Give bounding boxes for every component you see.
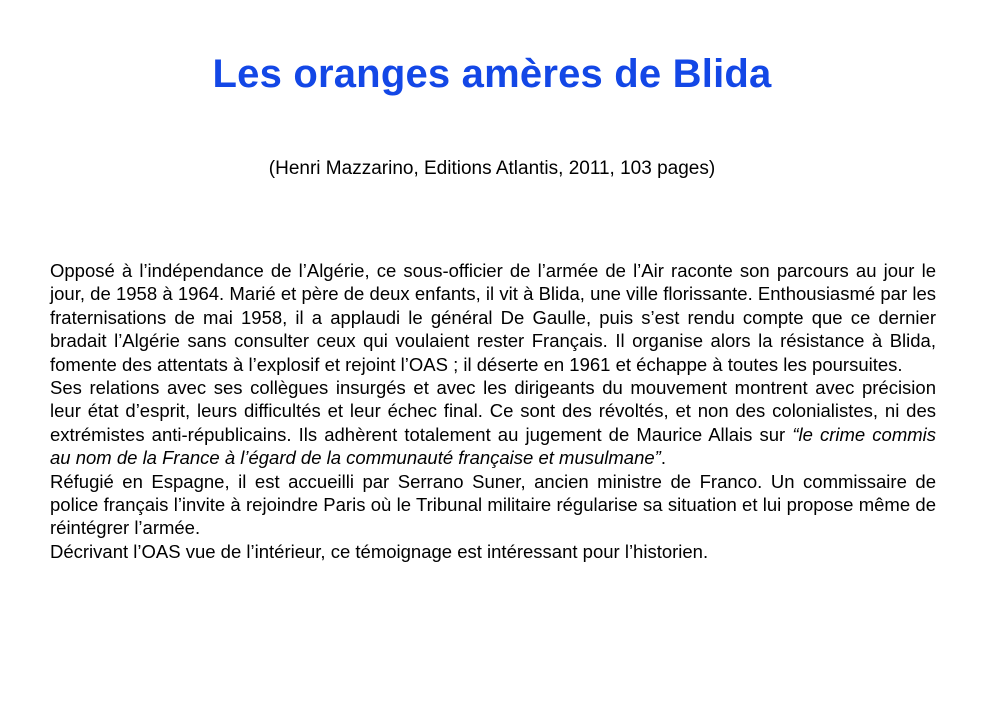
paragraph-2 xyxy=(50,376,936,470)
allais-quote: “le crime commis au nom de la France à l’égard de la communauté française et musulmane” xyxy=(50,423,936,469)
paragraph-2-end: . xyxy=(660,447,666,469)
paragraph-1: Opposé à l’indépendance de l’Algérie, ce sous-officier de l’armée de l’Air raconte son parcours au jour le jour, de 1958 à 1964. Marié et père de deux enfants, il vit à Blida, une ville florissante. Enthousiasmé par les fraternisations de mai 1958, il a applaudi le général De Gaulle, puis s’est rendu compte que ce dernier bradait l’Algérie sans consulter ceux qui voulaient rester Français. Il organise alors la résistance à Blida, fomente des attentats à l’explosif et rejoint l’OAS ; il déserte en 1961 et échappe à toutes les poursuites. xyxy=(50,260,936,375)
review-body xyxy=(50,259,936,563)
paragraph-3: Réfugié en Espagne, il est accueilli par Serrano Suner, ancien ministre de Franco. Un commissaire de police français l’invite à rejoindre Paris où le Tribunal militaire régularise sa situation et lui propose même de réintégrer l’armée. xyxy=(50,470,936,539)
page-title: Les oranges amères de Blida xyxy=(212,52,772,96)
paragraph-4: Décrivant l’OAS vue de l’intérieur, ce témoignage est intéressant pour l’historien. xyxy=(50,540,709,562)
paragraph-2-text: Ses relations avec ses collègues insurgés et avec les dirigeants du mouvement montrent avec précision leur état d’esprit, leurs difficultés et leur échec final. Ce sont des révoltés, et non des colonialistes, ni des extrémistes anti-républicains. Ils adhèrent totalement au jugement de Maurice Allais sur xyxy=(50,377,936,445)
page-subtitle: (Henri Mazzarino, Editions Atlantis, 2011, 103 pages) xyxy=(268,158,716,179)
